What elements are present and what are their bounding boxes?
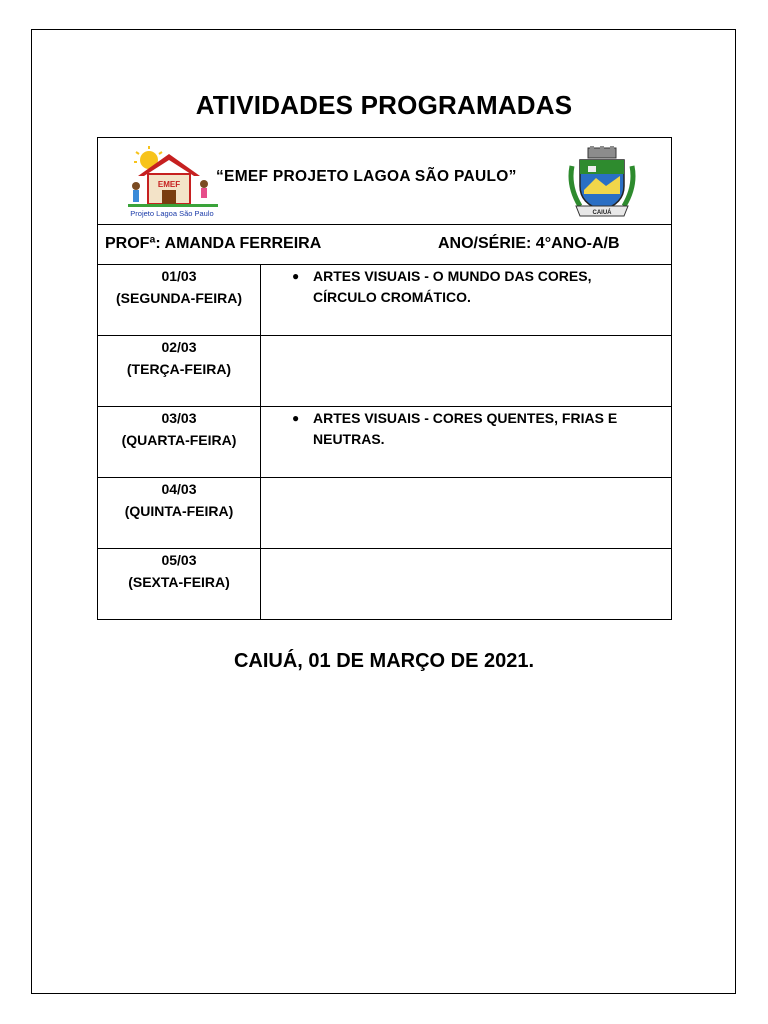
date-location-footer: CAIUÁ, 01 DE MARÇO DE 2021. <box>233 650 535 672</box>
activity-item: ● ARTES VISUAIS - CORES QUENTES, FRIAS E NEUTRAS. <box>292 410 618 447</box>
table-row <box>98 407 672 478</box>
table-row <box>98 478 672 549</box>
day-weekday: (SEXTA-FEIRA) <box>128 574 230 590</box>
day-cell <box>98 549 261 620</box>
day-weekday: (TERÇA-FEIRA) <box>126 361 232 377</box>
school-logo <box>124 146 224 218</box>
day-date: 01/03 <box>161 268 197 284</box>
activity-cell <box>261 549 672 620</box>
day-weekday: (SEGUNDA-FEIRA) <box>116 290 242 306</box>
day-date: 04/03 <box>161 481 197 497</box>
activity-cell <box>261 265 672 336</box>
day-date: 05/03 <box>161 552 197 568</box>
logo-caption: Projeto Lagoa São Paulo <box>130 209 214 218</box>
activity-item: ● ARTES VISUAIS - O MUNDO DAS CORES, CÍRCULO CROMÁTICO. <box>292 268 592 305</box>
coat-of-arms-text: CAIUÁ <box>592 210 612 216</box>
logo-house-text: EMEF <box>157 180 181 189</box>
bullet-icon: ● <box>292 411 300 425</box>
page-title: ATIVIDADES PROGRAMADAS <box>195 90 573 120</box>
schedule-table <box>97 137 672 620</box>
bullet-icon: ● <box>292 269 300 283</box>
day-date: 02/03 <box>161 339 197 355</box>
school-header <box>98 138 672 225</box>
activity-cell <box>261 478 672 549</box>
day-cell <box>98 407 261 478</box>
day-weekday: (QUINTA-FEIRA) <box>124 503 234 519</box>
grade-label: ANO/SÉRIE: 4°ANO-A/B <box>438 235 620 252</box>
table-row <box>98 265 672 336</box>
activity-cell <box>261 407 672 478</box>
city-coat-of-arms <box>566 146 638 218</box>
day-cell <box>98 265 261 336</box>
day-cell <box>98 336 261 407</box>
info-row <box>98 225 672 265</box>
table-row <box>98 549 672 620</box>
teacher-name: PROFª: AMANDA FERREIRA <box>105 235 322 252</box>
school-name: “EMEF PROJETO LAGOA SÃO PAULO” <box>216 168 517 185</box>
day-date: 03/03 <box>161 410 197 426</box>
table-row <box>98 336 672 407</box>
activity-cell <box>261 336 672 407</box>
day-cell <box>98 478 261 549</box>
day-weekday: (QUARTA-FEIRA) <box>121 432 237 448</box>
